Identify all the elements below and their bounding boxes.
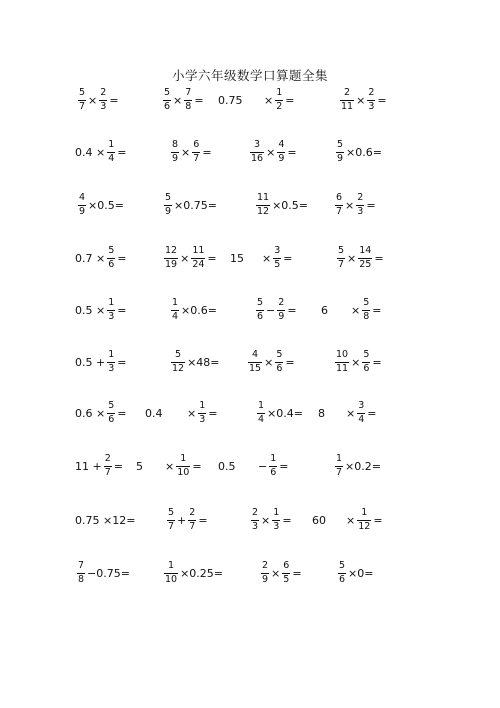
expression-text: × bbox=[271, 566, 281, 580]
math-problem bbox=[169, 290, 217, 330]
fraction-numerator: 2 bbox=[344, 86, 351, 98]
fraction-denominator: 24 bbox=[192, 258, 205, 270]
math-problem bbox=[255, 393, 303, 433]
fraction bbox=[176, 454, 190, 479]
fraction-numerator: 10 bbox=[336, 348, 349, 360]
expression-text: = bbox=[372, 303, 382, 317]
fraction-denominator: 6 bbox=[108, 258, 115, 270]
expression-text: ×48= bbox=[187, 355, 220, 369]
fraction-denominator: 11 bbox=[341, 100, 354, 112]
fraction bbox=[367, 88, 375, 113]
problem-row bbox=[0, 290, 500, 330]
fraction bbox=[340, 88, 354, 113]
fraction-denominator: 6 bbox=[339, 573, 346, 585]
math-problem bbox=[333, 446, 381, 486]
expression-text: 0.75 ×12= bbox=[75, 513, 136, 527]
fraction-denominator: 16 bbox=[251, 152, 264, 164]
fraction-numerator: 12 bbox=[165, 244, 178, 256]
expression-text: × bbox=[173, 93, 183, 107]
expression-text: = bbox=[282, 513, 292, 527]
fraction bbox=[356, 193, 364, 218]
expression-text: ×0.5= bbox=[272, 198, 309, 212]
fraction-denominator: 9 bbox=[278, 310, 285, 322]
fraction-numerator: 5 bbox=[363, 296, 370, 308]
expression-text: = bbox=[208, 406, 218, 420]
expression-text: × bbox=[264, 355, 274, 369]
problem-row bbox=[0, 342, 500, 382]
math-problem bbox=[346, 500, 383, 540]
expression-text: ×0= bbox=[348, 566, 374, 580]
expression-text: × bbox=[264, 93, 274, 107]
fraction bbox=[357, 508, 371, 533]
expression-text: − bbox=[266, 303, 276, 317]
expression-text: = bbox=[285, 93, 295, 107]
fraction-numerator: 11 bbox=[257, 191, 270, 203]
fraction-denominator: 6 bbox=[164, 100, 171, 112]
fraction-numerator: 4 bbox=[79, 191, 86, 203]
fraction-denominator: 7 bbox=[338, 258, 345, 270]
expression-text: 0.4 bbox=[145, 406, 163, 420]
expression-text: ×0.2= bbox=[345, 459, 381, 473]
fraction bbox=[171, 140, 179, 165]
math-problem bbox=[218, 80, 243, 120]
fraction bbox=[335, 350, 349, 375]
fraction-numerator: 5 bbox=[108, 244, 115, 256]
fraction-denominator: 8 bbox=[185, 100, 192, 112]
expression-text: − bbox=[258, 459, 268, 473]
problem-row bbox=[0, 553, 500, 593]
fraction-numerator: 5 bbox=[168, 506, 175, 518]
fraction-denominator: 7 bbox=[104, 466, 111, 478]
fraction bbox=[362, 298, 370, 323]
fraction-numerator: 1 bbox=[276, 86, 283, 98]
fraction-numerator: 1 bbox=[180, 452, 187, 464]
math-problem bbox=[75, 290, 126, 330]
fraction bbox=[164, 246, 178, 271]
math-problem bbox=[75, 393, 126, 433]
fraction-denominator: 10 bbox=[165, 573, 178, 585]
fraction-numerator: 5 bbox=[257, 296, 264, 308]
fraction-numerator: 2 bbox=[104, 452, 111, 464]
math-problem bbox=[161, 80, 204, 120]
fraction-denominator: 2 bbox=[276, 100, 283, 112]
math-problem bbox=[75, 238, 126, 278]
expression-text: = bbox=[372, 355, 382, 369]
fraction bbox=[107, 140, 115, 165]
fraction bbox=[273, 246, 281, 271]
expression-text: 15 bbox=[230, 251, 244, 265]
expression-text: × bbox=[346, 406, 356, 420]
fraction bbox=[335, 454, 343, 479]
expression-text: 0.5 bbox=[218, 459, 236, 473]
fraction bbox=[256, 298, 264, 323]
fraction bbox=[251, 508, 259, 533]
fraction bbox=[272, 508, 280, 533]
fraction-numerator: 5 bbox=[108, 399, 115, 411]
math-problem bbox=[351, 290, 381, 330]
fraction-numerator: 3 bbox=[274, 244, 281, 256]
expression-text: = bbox=[198, 513, 208, 527]
fraction-denominator: 6 bbox=[108, 413, 115, 425]
expression-text: = bbox=[287, 145, 297, 159]
fraction-numerator: 1 bbox=[258, 399, 265, 411]
fraction bbox=[78, 193, 86, 218]
fraction-denominator: 4 bbox=[172, 310, 179, 322]
expression-text: 0.5 × bbox=[75, 303, 106, 317]
math-problem bbox=[321, 290, 328, 330]
expression-text: 6 bbox=[321, 303, 328, 317]
fraction-numerator: 6 bbox=[193, 138, 200, 150]
fraction-denominator: 4 bbox=[358, 413, 365, 425]
expression-text: = bbox=[285, 355, 295, 369]
fraction bbox=[188, 508, 196, 533]
expression-text: 11 + bbox=[75, 459, 102, 473]
expression-text: 60 bbox=[312, 513, 326, 527]
expression-text: 0.75 bbox=[218, 93, 243, 107]
fraction bbox=[277, 140, 285, 165]
fraction bbox=[78, 88, 86, 113]
expression-text: = bbox=[374, 251, 384, 265]
fraction-denominator: 6 bbox=[257, 310, 264, 322]
fraction-denominator: 7 bbox=[336, 205, 343, 217]
fraction bbox=[167, 508, 175, 533]
math-problem bbox=[145, 393, 163, 433]
fraction bbox=[107, 401, 115, 426]
expression-text: 5 bbox=[136, 459, 143, 473]
fraction-denominator: 3 bbox=[357, 205, 364, 217]
problem-row bbox=[0, 238, 500, 278]
fraction-denominator: 10 bbox=[177, 466, 190, 478]
fraction-denominator: 7 bbox=[336, 466, 343, 478]
fraction-denominator: 5 bbox=[274, 258, 281, 270]
fraction bbox=[282, 561, 290, 586]
fraction-denominator: 9 bbox=[262, 573, 269, 585]
expression-text: × bbox=[180, 251, 190, 265]
fraction-numerator: 11 bbox=[192, 244, 205, 256]
expression-text: ×0.25= bbox=[180, 566, 224, 580]
fraction bbox=[275, 350, 283, 375]
page-title: 小学六年级数学口算题全集 bbox=[171, 68, 328, 83]
fraction-denominator: 25 bbox=[359, 258, 372, 270]
math-problem bbox=[75, 553, 130, 593]
fraction bbox=[163, 88, 171, 113]
math-problem bbox=[246, 342, 295, 382]
fraction-denominator: 5 bbox=[283, 573, 290, 585]
math-problem bbox=[165, 446, 202, 486]
expression-text: × bbox=[266, 145, 276, 159]
fraction bbox=[198, 401, 206, 426]
expression-text: × bbox=[187, 406, 197, 420]
math-problem bbox=[75, 446, 123, 486]
expression-text: ×0.4= bbox=[267, 406, 303, 420]
fraction-numerator: 14 bbox=[359, 244, 372, 256]
expression-text: = bbox=[207, 251, 217, 265]
fraction-numerator: 1 bbox=[108, 138, 115, 150]
math-problem bbox=[264, 80, 294, 120]
expression-text: ×0.6= bbox=[346, 145, 382, 159]
fraction-numerator: 3 bbox=[358, 399, 365, 411]
fraction bbox=[362, 350, 370, 375]
fraction-numerator: 6 bbox=[283, 559, 290, 571]
fraction-denominator: 4 bbox=[108, 152, 115, 164]
math-problem bbox=[346, 393, 376, 433]
math-problem bbox=[187, 393, 217, 433]
math-problem bbox=[335, 238, 384, 278]
math-problem bbox=[338, 80, 387, 120]
fraction-numerator: 5 bbox=[164, 86, 171, 98]
expression-text: −0.75= bbox=[87, 566, 130, 580]
expression-text: = bbox=[192, 459, 202, 473]
expression-text: × bbox=[347, 251, 357, 265]
math-problem bbox=[259, 553, 302, 593]
expression-text: = bbox=[117, 145, 127, 159]
fraction-numerator: 1 bbox=[273, 506, 280, 518]
math-problem bbox=[162, 238, 217, 278]
expression-text: × bbox=[261, 513, 271, 527]
expression-text: = bbox=[117, 406, 127, 420]
fraction-denominator: 3 bbox=[108, 310, 115, 322]
fraction bbox=[107, 298, 115, 323]
fraction-numerator: 5 bbox=[276, 348, 283, 360]
fraction-numerator: 2 bbox=[252, 506, 259, 518]
fraction-numerator: 7 bbox=[78, 559, 85, 571]
fraction-denominator: 9 bbox=[165, 205, 172, 217]
math-problem bbox=[334, 132, 382, 172]
fraction-denominator: 8 bbox=[78, 573, 85, 585]
expression-text: = bbox=[279, 459, 289, 473]
math-problem bbox=[76, 80, 119, 120]
math-problem bbox=[218, 446, 236, 486]
fraction-numerator: 2 bbox=[100, 86, 107, 98]
expression-text: ×0.75= bbox=[174, 198, 217, 212]
math-problem bbox=[162, 185, 217, 225]
math-problem bbox=[136, 446, 143, 486]
problem-row bbox=[0, 132, 500, 172]
fraction bbox=[338, 561, 346, 586]
fraction-denominator: 3 bbox=[100, 100, 107, 112]
fraction bbox=[269, 454, 277, 479]
fraction bbox=[358, 246, 372, 271]
fraction-denominator: 7 bbox=[168, 520, 175, 532]
fraction-denominator: 3 bbox=[368, 100, 375, 112]
math-problem bbox=[248, 132, 297, 172]
fraction-denominator: 12 bbox=[358, 520, 371, 532]
fraction bbox=[277, 298, 285, 323]
problem-row bbox=[0, 80, 500, 120]
fraction-denominator: 6 bbox=[276, 362, 283, 374]
expression-text: = bbox=[283, 251, 293, 265]
fraction-numerator: 2 bbox=[278, 296, 285, 308]
fraction-denominator: 7 bbox=[189, 520, 196, 532]
math-problem bbox=[165, 500, 208, 540]
fraction bbox=[171, 298, 179, 323]
fraction-numerator: 5 bbox=[337, 138, 344, 150]
fraction-denominator: 7 bbox=[79, 100, 86, 112]
fraction bbox=[191, 246, 205, 271]
expression-text: = bbox=[202, 145, 212, 159]
fraction-denominator: 19 bbox=[165, 258, 178, 270]
math-problem bbox=[318, 393, 325, 433]
problem-row bbox=[0, 446, 500, 486]
fraction-numerator: 1 bbox=[361, 506, 368, 518]
fraction bbox=[275, 88, 283, 113]
fraction-numerator: 1 bbox=[336, 452, 343, 464]
expression-text: = bbox=[194, 93, 204, 107]
math-problem bbox=[75, 342, 126, 382]
fraction bbox=[171, 350, 185, 375]
fraction-numerator: 1 bbox=[199, 399, 206, 411]
fraction-numerator: 5 bbox=[363, 348, 370, 360]
fraction bbox=[107, 246, 115, 271]
fraction-numerator: 1 bbox=[172, 296, 179, 308]
fraction-numerator: 6 bbox=[336, 191, 343, 203]
problem-row bbox=[0, 185, 500, 225]
expression-text: × bbox=[165, 459, 175, 473]
fraction-numerator: 4 bbox=[252, 348, 259, 360]
expression-text: 0.7 × bbox=[75, 251, 106, 265]
expression-text: × bbox=[345, 198, 355, 212]
fraction bbox=[256, 193, 270, 218]
fraction-denominator: 3 bbox=[199, 413, 206, 425]
expression-text: = bbox=[366, 198, 376, 212]
expression-text: = bbox=[367, 406, 377, 420]
fraction bbox=[184, 88, 192, 113]
fraction-denominator: 9 bbox=[278, 152, 285, 164]
fraction bbox=[77, 561, 85, 586]
expression-text: × bbox=[262, 251, 272, 265]
math-problem bbox=[230, 238, 244, 278]
fraction-numerator: 2 bbox=[262, 559, 269, 571]
fraction-denominator: 15 bbox=[249, 362, 262, 374]
math-problem bbox=[249, 500, 292, 540]
expression-text: + bbox=[177, 513, 187, 527]
fraction-denominator: 3 bbox=[108, 362, 115, 374]
fraction-denominator: 3 bbox=[252, 520, 259, 532]
fraction-numerator: 1 bbox=[108, 348, 115, 360]
expression-text: ×0.5= bbox=[88, 198, 124, 212]
math-problem bbox=[262, 238, 292, 278]
fraction bbox=[336, 140, 344, 165]
fraction bbox=[104, 454, 112, 479]
fraction-numerator: 8 bbox=[172, 138, 179, 150]
math-problem bbox=[258, 446, 288, 486]
fraction-denominator: 8 bbox=[363, 310, 370, 322]
expression-text: × bbox=[351, 303, 361, 317]
fraction-denominator: 6 bbox=[363, 362, 370, 374]
fraction-numerator: 2 bbox=[357, 191, 364, 203]
expression-text: = bbox=[117, 355, 127, 369]
expression-text: = bbox=[287, 303, 297, 317]
fraction-denominator: 7 bbox=[193, 152, 200, 164]
expression-text: 0.4 × bbox=[75, 145, 106, 159]
expression-text: = bbox=[292, 566, 302, 580]
math-problem bbox=[169, 132, 212, 172]
expression-text: = bbox=[373, 513, 383, 527]
math-problem bbox=[254, 185, 308, 225]
fraction-numerator: 5 bbox=[175, 348, 182, 360]
fraction-numerator: 4 bbox=[278, 138, 285, 150]
fraction bbox=[250, 140, 264, 165]
expression-text: × bbox=[356, 93, 366, 107]
math-problem bbox=[75, 500, 135, 540]
math-problem bbox=[169, 342, 220, 382]
math-problem bbox=[75, 132, 126, 172]
math-problem bbox=[162, 553, 223, 593]
math-problem bbox=[336, 553, 373, 593]
fraction-numerator: 2 bbox=[368, 86, 375, 98]
fraction-denominator: 11 bbox=[336, 362, 349, 374]
fraction-denominator: 9 bbox=[337, 152, 344, 164]
expression-text: 0.5 + bbox=[75, 355, 106, 369]
expression-text: × bbox=[181, 145, 191, 159]
fraction-numerator: 7 bbox=[185, 86, 192, 98]
expression-text: × bbox=[346, 513, 356, 527]
fraction-numerator: 1 bbox=[108, 296, 115, 308]
fraction bbox=[261, 561, 269, 586]
expression-text: × bbox=[351, 355, 361, 369]
fraction-numerator: 5 bbox=[338, 244, 345, 256]
expression-text: = bbox=[117, 303, 127, 317]
math-problem bbox=[333, 342, 382, 382]
expression-text: 8 bbox=[318, 406, 325, 420]
problem-row bbox=[0, 393, 500, 433]
fraction-denominator: 6 bbox=[270, 466, 277, 478]
math-problem bbox=[76, 185, 124, 225]
fraction-denominator: 9 bbox=[172, 152, 179, 164]
fraction bbox=[257, 401, 265, 426]
fraction-numerator: 1 bbox=[270, 452, 277, 464]
expression-text: ×0.6= bbox=[181, 303, 217, 317]
expression-text: × bbox=[88, 93, 98, 107]
fraction bbox=[335, 193, 343, 218]
fraction-denominator: 12 bbox=[172, 362, 185, 374]
fraction-denominator: 3 bbox=[273, 520, 280, 532]
fraction-numerator: 5 bbox=[339, 559, 346, 571]
fraction bbox=[357, 401, 365, 426]
fraction-numerator: 1 bbox=[168, 559, 175, 571]
problem-row bbox=[0, 500, 500, 540]
expression-text: 0.6 × bbox=[75, 406, 106, 420]
fraction bbox=[248, 350, 262, 375]
fraction bbox=[107, 350, 115, 375]
math-problem bbox=[333, 185, 376, 225]
fraction-denominator: 4 bbox=[258, 413, 265, 425]
expression-text: = bbox=[117, 251, 127, 265]
expression-text: = bbox=[109, 93, 119, 107]
fraction-numerator: 5 bbox=[79, 86, 86, 98]
fraction-denominator: 9 bbox=[79, 205, 86, 217]
fraction bbox=[99, 88, 107, 113]
fraction-numerator: 3 bbox=[254, 138, 261, 150]
fraction-numerator: 2 bbox=[189, 506, 196, 518]
math-problem bbox=[312, 500, 326, 540]
fraction-denominator: 12 bbox=[257, 205, 270, 217]
fraction bbox=[164, 193, 172, 218]
math-problem bbox=[254, 290, 297, 330]
expression-text: = bbox=[113, 459, 123, 473]
fraction bbox=[164, 561, 178, 586]
fraction bbox=[337, 246, 345, 271]
fraction bbox=[192, 140, 200, 165]
expression-text: = bbox=[377, 93, 387, 107]
fraction-numerator: 5 bbox=[165, 191, 172, 203]
